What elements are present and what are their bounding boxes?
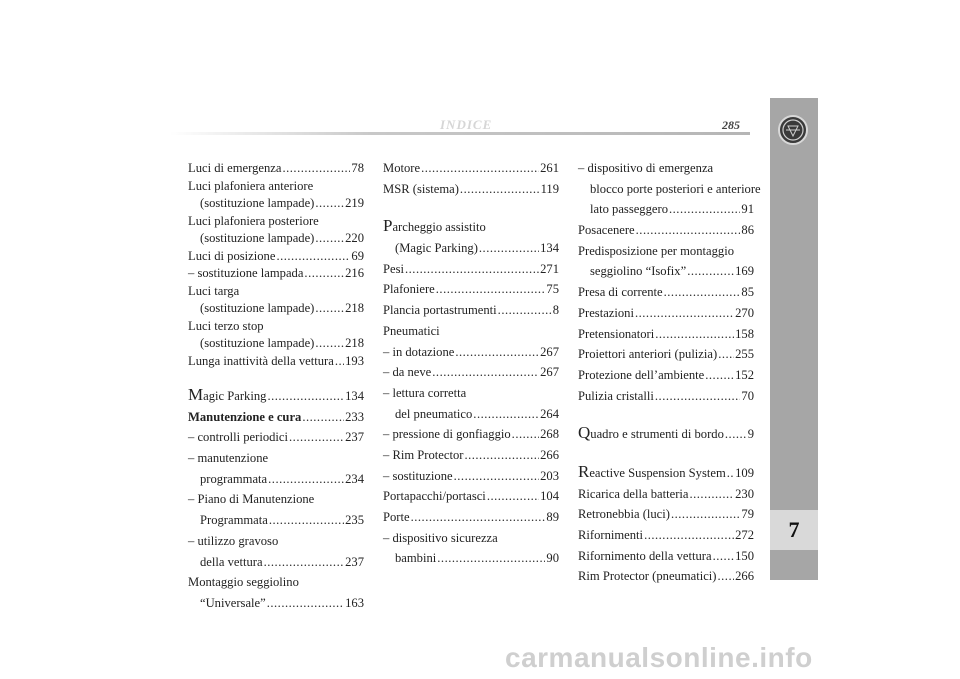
entry-page: 9 (747, 427, 754, 442)
entry-label (383, 509, 410, 527)
entry-page: 266 (540, 447, 559, 462)
entry-text: Plafoniere (383, 282, 435, 297)
entry-text: Rim Protector (pneumatici) (578, 569, 717, 584)
index-entry (188, 554, 364, 572)
entry-label (188, 575, 299, 589)
entry-text: Programmata (200, 513, 268, 528)
entry-page: 203 (540, 468, 559, 483)
leader-dots (473, 406, 539, 424)
entry-label (383, 324, 440, 338)
entry-text: Pneumatici (383, 323, 440, 338)
entry-label (200, 512, 268, 530)
entry-page: 235 (345, 513, 364, 528)
entry-text: Retronebbia (luci) (578, 507, 670, 522)
entry-page: 169 (735, 264, 754, 279)
entry-label (188, 353, 334, 371)
leader-dots (725, 426, 747, 444)
entry-text: Portapacchi/portasci (383, 489, 486, 504)
index-entry (578, 284, 754, 302)
entry-label (200, 595, 266, 613)
entry-label (383, 386, 466, 400)
index-entry (188, 318, 364, 336)
entry-label (383, 302, 497, 320)
entry-label (578, 506, 670, 524)
entry-text: – da neve (383, 365, 432, 380)
leader-dots (705, 367, 734, 385)
leader-dots (267, 595, 344, 613)
entry-page: 119 (540, 181, 559, 196)
entry-page: 268 (540, 427, 559, 442)
entry-label (578, 284, 663, 302)
entry-text: blocco porte posteriori e anteriore (590, 181, 761, 196)
entry-label (383, 344, 454, 362)
entry-text: Pretensionatori (578, 326, 655, 341)
entry-page: 218 (345, 336, 364, 350)
entry-text: (sostituzione lampade) (200, 301, 315, 315)
entry-label (578, 548, 712, 566)
index-entry (188, 195, 364, 213)
index-entry (188, 283, 364, 301)
index-column-1 (188, 160, 364, 616)
index-entry (383, 302, 559, 320)
entry-page: 91 (741, 202, 754, 217)
entry-page: 150 (735, 548, 754, 563)
entry-label (200, 335, 314, 353)
leader-dots (405, 261, 539, 279)
entry-initial: P (383, 216, 393, 236)
index-entry (578, 243, 754, 261)
entry-label (200, 195, 314, 213)
entry-text: “Universale” (200, 595, 266, 610)
entry-text: Porte (383, 510, 410, 524)
spacer (578, 447, 754, 463)
leader-dots (664, 284, 741, 302)
entry-page: 152 (735, 367, 754, 382)
entry-label (395, 240, 478, 258)
index-entry (188, 178, 364, 196)
entry-text: Pesi (383, 261, 404, 276)
entry-label (383, 447, 463, 465)
entry-label (188, 160, 281, 178)
index-entry (578, 486, 754, 504)
entry-page: 267 (540, 344, 559, 359)
entry-page: 266 (735, 569, 754, 584)
leader-dots (289, 429, 344, 447)
entry-text: Pulizia cristalli (578, 388, 654, 403)
index-entry (383, 240, 559, 258)
index-entry (383, 160, 559, 178)
entry-page: 267 (540, 365, 559, 380)
entry-label (200, 300, 314, 318)
index-entry (383, 261, 559, 279)
entry-label (578, 424, 724, 444)
entry-label (578, 463, 726, 483)
entry-text: bambini (395, 551, 437, 566)
entry-label (188, 451, 268, 465)
index-entry (578, 424, 754, 444)
entry-label (383, 426, 511, 444)
entry-text: – lettura corretta (383, 385, 467, 400)
index-entry (383, 426, 559, 444)
entry-label (590, 263, 686, 281)
page-number: 285 (722, 118, 740, 132)
entry-page: 89 (546, 510, 559, 524)
entry-text: eactive Suspension System (589, 465, 726, 480)
leader-dots (512, 426, 539, 444)
entry-label (395, 406, 472, 424)
leader-dots (713, 548, 735, 566)
leader-dots (315, 195, 344, 213)
entry-text: – pressione di gonfiaggio (383, 427, 511, 442)
entry-text: Montaggio seggiolino (188, 575, 299, 590)
entry-initial: Q (578, 423, 591, 443)
entry-text: archeggio assistito (392, 220, 486, 235)
index-entry (383, 364, 559, 382)
entry-label (188, 492, 314, 506)
entry-text: – dispositivo sicurezza (383, 530, 498, 545)
entry-label (383, 216, 486, 236)
entry-text: Luci terzo stop (188, 318, 264, 333)
entry-text: – utilizzo gravoso (188, 533, 279, 548)
entry-page: 264 (540, 406, 559, 421)
entry-text: – Rim Protector (383, 447, 464, 462)
entry-page: 261 (540, 161, 559, 175)
entry-text: MSR (sistema) (383, 181, 459, 196)
entry-label (578, 305, 634, 323)
entry-page: 78 (351, 161, 364, 175)
leader-dots (268, 471, 344, 489)
leader-dots (455, 344, 539, 362)
index-entry (188, 491, 364, 509)
entry-page: 233 (345, 409, 364, 424)
leader-dots (267, 388, 344, 406)
entry-text: Presa di corrente (578, 285, 663, 300)
index-entry (383, 181, 559, 199)
spacer (383, 201, 559, 217)
page-title: INDICE (440, 117, 493, 132)
index-entry (383, 530, 559, 548)
entry-label (200, 554, 263, 572)
leader-dots (304, 265, 344, 283)
index-entry (578, 263, 754, 281)
leader-dots (687, 263, 734, 281)
leader-dots (436, 281, 546, 299)
entry-page: 70 (741, 388, 754, 403)
entry-text: Plancia portastrumenti (383, 303, 497, 318)
entry-page: 237 (345, 554, 364, 569)
chapter-tab (770, 98, 818, 580)
entry-label (590, 201, 668, 219)
index-entry (383, 385, 559, 403)
entry-page: 193 (345, 353, 364, 368)
index-entry (578, 346, 754, 364)
leader-dots (669, 201, 740, 219)
entry-label (188, 214, 319, 228)
leader-dots (464, 447, 539, 465)
entry-label (188, 409, 301, 427)
entry-page: 218 (345, 301, 364, 315)
entry-label (188, 534, 278, 548)
entry-text: Luci di posizione (188, 248, 276, 263)
entry-page: 8 (552, 303, 559, 318)
entry-text: Ricarica della batteria (578, 486, 689, 501)
entry-page: 79 (741, 507, 754, 522)
entry-label (188, 429, 288, 447)
index-entry (188, 595, 364, 613)
entry-page: 272 (735, 528, 754, 542)
leader-dots (282, 160, 350, 178)
entry-text: lato passeggero (590, 202, 668, 217)
index-entry (578, 548, 754, 566)
leader-dots (689, 486, 734, 504)
index-entry (188, 213, 364, 231)
index-entry (188, 533, 364, 551)
entry-label (383, 364, 431, 382)
index-entry (188, 248, 364, 266)
leader-dots (487, 488, 539, 506)
entry-text: agic Parking (203, 389, 267, 403)
index-entry (188, 512, 364, 530)
entry-label (578, 346, 717, 364)
index-entry (578, 367, 754, 385)
index-column-2 (383, 160, 559, 571)
entry-label (383, 181, 459, 199)
leader-dots (460, 181, 540, 199)
entry-page: 109 (735, 465, 754, 480)
index-entry (383, 344, 559, 362)
entry-text: Protezione dell’ambiente (578, 367, 705, 382)
leader-dots (432, 364, 539, 382)
leader-dots (454, 468, 539, 486)
entry-label (578, 486, 688, 504)
entry-label (188, 386, 266, 406)
entry-label (383, 281, 435, 299)
index-entry (578, 527, 754, 545)
entry-page: 104 (540, 489, 559, 504)
entry-text: uadro e strumenti di bordo (590, 427, 724, 442)
index-entry (188, 471, 364, 489)
entry-text: Luci targa (188, 283, 240, 298)
entry-text: Lunga inattività della vettura (188, 353, 334, 368)
entry-label (383, 488, 486, 506)
index-entry (383, 468, 559, 486)
index-entry (383, 447, 559, 465)
entry-page: 220 (345, 231, 364, 245)
index-entry (383, 550, 559, 568)
leader-dots (421, 160, 539, 178)
index-entry (578, 222, 754, 240)
entry-text: programmata (200, 471, 268, 486)
leader-dots (655, 326, 734, 344)
index-column-3 (578, 160, 761, 589)
leader-dots (636, 222, 741, 240)
entry-page: 237 (345, 430, 364, 445)
entry-label (188, 265, 303, 283)
index-entry (188, 265, 364, 283)
index-entry (383, 406, 559, 424)
index-entry (578, 326, 754, 344)
entry-label (188, 319, 264, 333)
leader-dots (437, 550, 545, 568)
entry-text: (sostituzione lampade) (200, 196, 315, 210)
entry-text: (sostituzione lampade) (200, 336, 315, 350)
leader-dots (315, 230, 344, 248)
leader-dots (498, 302, 552, 320)
entry-label (578, 527, 643, 545)
entry-text: Rifornimenti (578, 528, 644, 542)
entry-page: 230 (735, 486, 754, 501)
entry-label (578, 568, 717, 586)
entry-text: Luci plafoniera anteriore (188, 178, 314, 193)
entry-text: – Piano di Manutenzione (188, 492, 315, 507)
entry-text: (Magic Parking) (395, 241, 478, 256)
leader-dots (315, 300, 344, 318)
leader-dots (635, 305, 734, 323)
index-entry (188, 386, 364, 406)
entry-initial: R (578, 461, 590, 481)
index-entry (383, 323, 559, 341)
entry-text: – sostituzione (383, 468, 453, 483)
entry-label (578, 222, 635, 240)
index-entry (188, 230, 364, 248)
entry-page: 158 (735, 326, 754, 341)
index-entry (188, 300, 364, 318)
leader-dots (727, 465, 734, 483)
entry-label (383, 468, 453, 486)
leader-dots (718, 568, 735, 586)
entry-text: – controlli periodici (188, 430, 289, 445)
index-entry (383, 488, 559, 506)
index-entry (383, 509, 559, 527)
entry-page: 86 (741, 223, 754, 238)
chapter-number: 7 (788, 517, 800, 542)
entry-label (383, 531, 498, 545)
entry-label (200, 471, 267, 489)
entry-text: (sostituzione lampade) (200, 231, 315, 245)
spacer (578, 408, 754, 424)
entry-label (200, 230, 314, 248)
leader-dots (479, 240, 539, 258)
spacer (188, 370, 364, 386)
entry-page: 271 (540, 261, 559, 276)
entry-label (188, 284, 239, 298)
entry-text: – sostituzione lampada (188, 266, 304, 280)
entry-page: 255 (735, 347, 754, 362)
entry-text: della vettura (200, 554, 263, 569)
entry-text: Manutenzione e cura (188, 409, 302, 424)
index-entry (188, 409, 364, 427)
entry-label (395, 550, 436, 568)
index-entry (578, 506, 754, 524)
entry-label (383, 160, 420, 178)
entry-page: 75 (546, 282, 559, 297)
index-entry (578, 568, 754, 586)
entry-label (383, 261, 404, 279)
leader-dots (411, 509, 546, 527)
entry-page: 85 (741, 285, 754, 300)
leader-dots (655, 388, 741, 406)
entry-text: – manutenzione (188, 451, 269, 466)
entry-page: 90 (546, 551, 559, 566)
entry-text: Motore (383, 161, 421, 175)
index-entry (578, 388, 754, 406)
index-entry (578, 181, 761, 199)
entry-text: Prestazioni (578, 305, 634, 320)
leader-dots (671, 506, 740, 524)
entry-text: Posacenere (578, 223, 635, 238)
index-entry (188, 160, 364, 178)
leader-dots (269, 512, 344, 530)
leader-dots (302, 409, 344, 427)
entry-page: 219 (345, 196, 364, 210)
entry-label (578, 161, 713, 175)
entry-page: 234 (345, 471, 364, 486)
entry-text: Proiettori anteriori (pulizia) (578, 347, 718, 362)
index-entry (578, 305, 754, 323)
index-entry (578, 160, 754, 178)
index-entry (188, 574, 364, 592)
entry-initial: M (188, 385, 204, 404)
entry-label (578, 326, 654, 344)
leader-dots (644, 527, 734, 545)
entry-text: del pneumatico (395, 406, 473, 421)
entry-text: Predisposizione per montaggio (578, 243, 734, 258)
entry-text: Rifornimento della vettura (578, 548, 712, 563)
entry-label (590, 182, 761, 196)
index-entry (578, 201, 754, 219)
index-entry (188, 353, 364, 371)
leader-dots (276, 248, 350, 266)
entry-text: Luci di emergenza (188, 161, 282, 175)
entry-page: 134 (540, 241, 559, 256)
entry-label (188, 248, 275, 266)
entry-label (578, 388, 654, 406)
entry-page: 216 (345, 266, 364, 280)
index-entry (188, 429, 364, 447)
leader-dots (264, 554, 345, 572)
watermark: carmanualsonline.info (505, 642, 813, 673)
entry-page: 134 (345, 389, 364, 403)
lancia-logo-icon (778, 115, 808, 145)
entry-page: 69 (351, 248, 364, 263)
entry-text: – in dotazione (383, 344, 455, 359)
entry-page: 163 (345, 595, 364, 610)
index-entry (578, 463, 754, 483)
index-entry (383, 217, 559, 237)
entry-text: Luci plafoniera posteriore (188, 213, 319, 228)
index-entry (188, 450, 364, 468)
entry-label (578, 367, 704, 385)
leader-dots (315, 335, 344, 353)
index-entry (383, 281, 559, 299)
entry-label (188, 179, 313, 193)
leader-dots (718, 346, 734, 364)
index-entry (188, 335, 364, 353)
entry-label (578, 244, 734, 258)
entry-page: 270 (735, 305, 754, 320)
entry-text: – dispositivo di emergenza (578, 161, 714, 175)
leader-dots (335, 353, 344, 371)
entry-text: seggiolino “Isofix” (590, 264, 687, 279)
